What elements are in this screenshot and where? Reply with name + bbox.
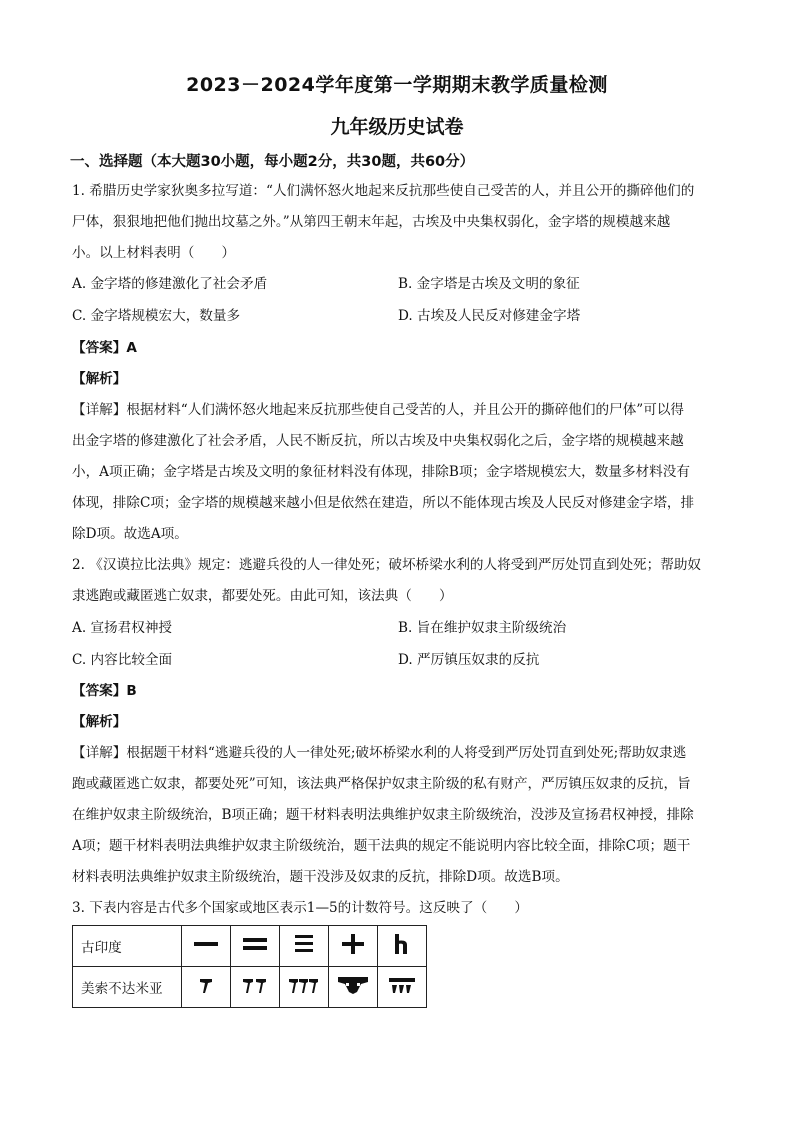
q1-detail-line: 小，A项正确；金字塔是古埃及文明的象征材料没有体现，排除B项；金字塔规模宏大，数量多材料没有	[72, 464, 690, 480]
row-label-india: 古印度	[73, 926, 182, 967]
india-numeral-2	[231, 926, 280, 967]
q1-detail-line: 体现，排除C项；金字塔的规模越来越小但是依然在建造，所以不能体现古埃及人民反对修建金字塔，排	[72, 495, 695, 511]
q2-detail-line: 在维护奴隶主阶级统治，B项正确；题干材料表明法典维护奴隶主阶级统治，没涉及宣扬君权神授，排除	[72, 807, 694, 823]
india-numeral-1	[182, 926, 231, 967]
cuneiform-numeral-1	[182, 967, 231, 1008]
exam-subtitle: 九年级历史试卷	[330, 116, 464, 138]
q2-stem-line: 隶逃跑或藏匿逃亡奴隶，都要处死。由此可知，该法典（ ）	[72, 588, 453, 604]
row-label-mesopotamia: 美索不达米亚	[73, 967, 182, 1008]
q3-numeral-table	[72, 925, 427, 1008]
india-numeral-5	[378, 926, 427, 967]
q1-option-b: B. 金字塔是古埃及文明的象征	[398, 276, 580, 292]
q2-detail-line: 【详解】根据题干材料“逃避兵役的人一律处死;破坏桥梁水利的人将受到严厉处罚直到处死;帮助奴隶逃	[72, 745, 687, 761]
q2-answer: 【答案】B	[72, 683, 137, 699]
q2-detail-line: 跑或藏匿逃亡奴隶，都要处死”可知，该法典严格保护奴隶主阶级的私有财产，严厉镇压奴隶的反抗，旨	[72, 776, 691, 792]
cuneiform-numeral-2	[231, 967, 280, 1008]
table-row	[73, 926, 427, 967]
q2-option-a: A. 宣扬君权神授	[72, 620, 173, 636]
india-numeral-3	[280, 926, 329, 967]
q2-analysis-label: 【解析】	[72, 714, 127, 730]
q2-detail-line: A项；题干材料表明法典维护奴隶主阶级统治，题干法典的规定不能说明内容比较全面，排除C项；题干	[72, 838, 691, 854]
table-row	[73, 967, 427, 1008]
section-heading: 一、选择题（本大题30小题，每小题2分，共30题，共60分）	[70, 154, 475, 170]
cuneiform-numeral-3	[280, 967, 329, 1008]
q1-answer: 【答案】A	[72, 340, 137, 356]
q2-option-b: B. 旨在维护奴隶主阶级统治	[398, 620, 567, 636]
q1-analysis-label: 【解析】	[72, 371, 127, 387]
cuneiform-numeral-4	[329, 967, 378, 1008]
q1-option-c: C. 金字塔规模宏大，数量多	[72, 308, 241, 324]
q2-stem-line: 2. 《汉谟拉比法典》规定：逃避兵役的人一律处死；破坏桥梁水利的人将受到严厉处罚直到处死；帮助奴	[72, 557, 702, 573]
q1-detail-line: 【详解】根据材料“人们满怀怒火地起来反抗那些使自己受苦的人，并且公开的撕碎他们的尸体”可以得	[72, 402, 685, 418]
india-numeral-4	[329, 926, 378, 967]
q1-stem-line: 1. 希腊历史学家狄奥多拉写道：“人们满怀怒火地起来反抗那些使自己受苦的人，并且公开的撕碎他们的	[72, 183, 695, 199]
q1-detail-line: 出金字塔的修建激化了社会矛盾，人民不断反抗，所以古埃及中央集权弱化之后，金字塔的规模越来越	[72, 433, 684, 449]
q2-detail-line: 材料表明法典维护奴隶主阶级统治，题干没涉及奴隶的反抗，排除D项。故选B项。	[72, 869, 569, 885]
q1-stem-line: 尸体，狠狠地把他们抛出坟墓之外。”从第四王朝末年起，古埃及中央集权弱化，金字塔的规模越来越	[72, 214, 671, 230]
q3-stem: 3. 下表内容是古代多个国家或地区表示1—5的计数符号。这反映了（ ）	[72, 900, 528, 916]
q2-option-c: C. 内容比较全面	[72, 652, 173, 668]
q1-option-d: D. 古埃及人民反对修建金字塔	[398, 308, 581, 324]
exam-title: 2023－2024学年度第一学期期末教学质量检测	[186, 74, 608, 96]
q1-option-a: A. 金字塔的修建激化了社会矛盾	[72, 276, 268, 292]
q2-option-d: D. 严厉镇压奴隶的反抗	[398, 652, 540, 668]
q1-stem-line: 小。以上材料表明（ ）	[72, 245, 236, 261]
q1-detail-line: 除D项。故选A项。	[72, 526, 188, 542]
cuneiform-numeral-5	[378, 967, 427, 1008]
